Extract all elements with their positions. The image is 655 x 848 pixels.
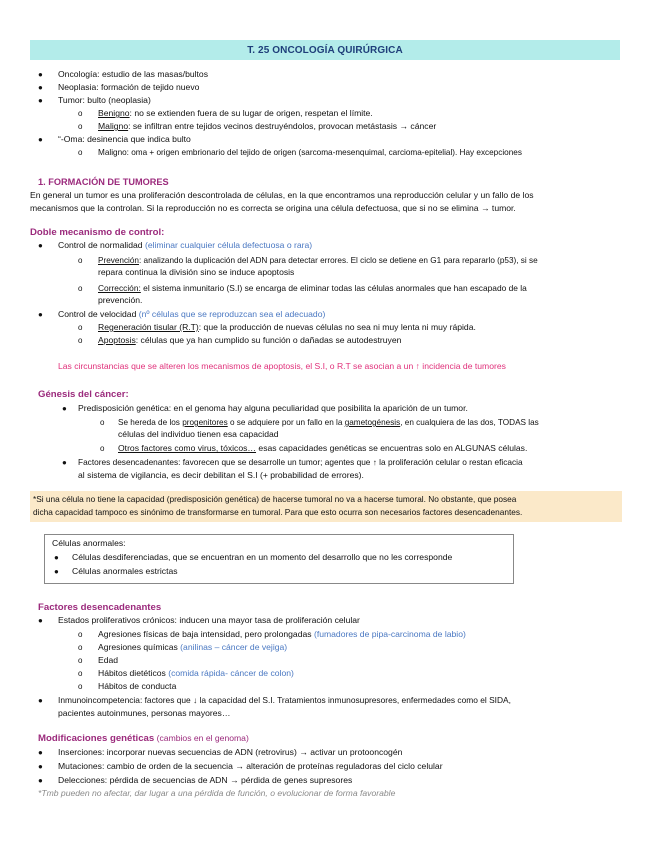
sub-bullet-icon: o [100, 418, 105, 427]
modificaciones-heading-note: (cambios en el genoma) [156, 733, 249, 743]
sub-bullet-icon: o [78, 256, 83, 265]
bullet-icon: ● [38, 310, 43, 319]
otros-text: esas capacidades genéticas se encuentras solo en ALGUNAS células. [256, 443, 528, 453]
hereda-a: Se hereda de los [118, 418, 183, 427]
otros-factores [118, 443, 527, 454]
hereda-progenitores: progenitores [182, 418, 228, 427]
bullet-icon: ● [38, 241, 43, 250]
intro-oncologia: Oncología: estudio de las masas/bultos [58, 69, 209, 79]
velocidad-label: Control de velocidad [58, 309, 137, 319]
prevencion [98, 255, 538, 266]
apoptosis [98, 335, 401, 346]
inmuno-line2: pacientes autoinmunes, personas mayores… [58, 708, 231, 718]
predisposicion: Predisposición genética: en el genoma hay alguna peculiaridad que posibilita la aparición de un tumor. [78, 403, 468, 413]
normalidad-label: Control de normalidad [58, 240, 143, 250]
section1-para-line2: mecanismos que la controlan. Si la reproducción no es correcta se origina una célula defectuosa, que si no se elimina → tumor. [30, 203, 516, 213]
bullet-icon: ● [38, 696, 43, 705]
sub-bullet-icon: o [78, 643, 83, 652]
bullet-icon: ● [54, 553, 59, 562]
regeneracion-label: Regeneración tisular (R.T) [98, 322, 199, 332]
agresiones-fisicas [98, 629, 466, 640]
agresiones-fisicas-note: (fumadores de pipa-carcinoma de labio) [313, 629, 466, 639]
control-normalidad [58, 240, 312, 251]
intro-oma-maligno: Maligno: oma + origen embrionario del tejido de origen (sarcoma-mesenquimal, carcioma-epitelial). Hay excepciones [98, 148, 522, 157]
sub-bullet-icon: o [78, 109, 83, 118]
intro-maligno [98, 121, 436, 132]
factores-line2: al sistema de vigilancia, es decir debilitan el S.I (+ probabilidad de errores). [78, 470, 364, 480]
box-item1: Células desdiferenciadas, que se encuentran en un momento del desarrollo que no les corresponde [72, 552, 453, 562]
sub-bullet-icon: o [78, 122, 83, 131]
hereda [118, 417, 539, 428]
intro-benigno [98, 108, 373, 119]
box-title: Células anormales: [52, 538, 126, 548]
hereda-gametogenesis: gametogénesis [344, 418, 401, 427]
habitos-dieteticos [98, 668, 294, 679]
hereda-b: o se adquiere por un fallo en la [227, 418, 345, 427]
bullet-icon: ● [38, 616, 43, 625]
benigno-label: Benigno [98, 108, 130, 118]
control-velocidad [58, 309, 325, 320]
note-line1: *Si una célula no tiene la capacidad (predisposición genética) de hacerse tumoral no va a hacerse tumoral. No obstante, que posea [33, 494, 517, 504]
apoptosis-text: : células que ya han cumplido su función o dañadas se autodestruyen [135, 335, 402, 345]
page-title [30, 40, 620, 60]
mutaciones: Mutaciones: cambio de orden de la secuencia → alteración de proteínas reguladoras del ciclo celular [58, 761, 443, 771]
hereda-c: , en cualquiera de las dos, TODAS las [400, 418, 539, 427]
sub-bullet-icon: o [78, 148, 83, 157]
regeneracion [98, 322, 476, 333]
sub-bullet-icon: o [78, 336, 83, 345]
bullet-icon: ● [38, 748, 43, 757]
otros-label: Otros factores como virus, tóxicos… [118, 443, 257, 453]
section1-para-line1: En general un tumor es una proliferación descontrolada de células, en la que encontramos una reproducción celular y un fallo de los [30, 190, 534, 200]
maligno-label: Maligno [98, 121, 129, 131]
sub-bullet-icon: o [78, 669, 83, 678]
maligno-text: : se infiltran entre tejidos vecinos destruyéndolos, provocan metástasis → cáncer [128, 121, 437, 131]
box-item2: Células anormales estrictas [72, 566, 178, 576]
prevencion-label: Prevención [98, 256, 139, 265]
factores-line1: Factores desencadenantes: favorecen que se desarrolle un tumor; agentes que ↑ la proliferación celular o restan eficacia [78, 457, 523, 467]
bullet-icon: ● [38, 70, 43, 79]
correccion-label: Corrección: [98, 283, 141, 293]
apoptosis-label: Apoptosis [98, 335, 136, 345]
estados: Estados proliferativos crónicos: inducen una mayor tasa de proliferación celular [58, 615, 360, 625]
section1-heading: 1. FORMACIÓN DE TUMORES [38, 177, 169, 187]
modificaciones-heading-text: Modificaciones genéticas [38, 733, 155, 744]
habitos-conducta: Hábitos de conducta [98, 681, 177, 691]
bullet-icon: ● [38, 135, 43, 144]
agresiones-quimicas-label: Agresiones químicas [98, 642, 178, 652]
modificaciones-heading [38, 733, 249, 744]
correccion-line1: el sistema inmunitario (S.I) se encarga de eliminar todas las células anormales que han escapado de la [140, 283, 527, 293]
bullet-icon: ● [62, 458, 67, 467]
habitos-dieteticos-label: Hábitos dietéticos [98, 668, 166, 678]
agresiones-quimicas [98, 642, 287, 653]
normalidad-note: (eliminar cualquier célula defectuosa o rara) [144, 240, 313, 250]
sub-bullet-icon: o [78, 284, 83, 293]
velocidad-note: (nº células que se reproduzcan sea el adecuado) [138, 309, 326, 319]
prevencion-line1: : analizando la duplicación del ADN para detectar errores. El ciclo se detiene en G1 para repararlo (p53), si se [138, 256, 538, 265]
habitos-dieteticos-note: (comida rápida- cáncer de colon) [168, 668, 294, 678]
agresiones-quimicas-note: (anilinas – cáncer de vejiga) [180, 642, 288, 652]
sub-bullet-icon: o [78, 656, 83, 665]
bullet-icon: ● [38, 96, 43, 105]
intro-neoplasia: Neoplasia: formación de tejido nuevo [58, 82, 200, 92]
doble-heading: Doble mecanismo de control: [30, 227, 165, 238]
inmuno-line1: Inmunoincompetencia: factores que ↓ la capacidad del S.I. Tratamientos inmunosupresores, enfermedades como el SIDA, [58, 695, 511, 705]
agresiones-fisicas-label: Agresiones físicas de baja intensidad, pero prolongadas [98, 629, 312, 639]
modificaciones-footnote: *Tmb pueden no afectar, dar lugar a una pérdida de función, o evolucionar de forma favorable [38, 788, 396, 798]
bullet-icon: ● [62, 404, 67, 413]
factores-heading: Factores desencadenantes [38, 602, 162, 613]
correccion-line2: prevención. [98, 295, 143, 305]
regeneracion-text: : que la producción de nuevas células no sea ni muy lenta ni muy rápida. [198, 322, 476, 332]
sub-bullet-icon: o [100, 444, 105, 453]
correccion [98, 283, 527, 294]
bullet-icon: ● [38, 83, 43, 92]
hereda-line2: células del individuo tienen esa capacidad [118, 429, 279, 439]
intro-oma: “-Oma: desinencia que indica bulto [58, 134, 191, 144]
genesis-heading: Génesis del cáncer: [38, 389, 129, 400]
bullet-icon: ● [38, 776, 43, 785]
sub-bullet-icon: o [78, 323, 83, 332]
note-line2: dicha capacidad tampoco es sinónimo de transformarse en tumoral. Para que esto ocurra son necesarios factores desencadenantes. [33, 507, 523, 517]
circunstancias-note: Las circunstancias que se alteren los mecanismos de apoptosis, el S.I, o R.T se asocian a un ↑ incidencia de tumores [58, 361, 506, 371]
prevencion-line2: repara continua la división sino se induce apoptosis [98, 267, 295, 277]
bullet-icon: ● [38, 762, 43, 771]
page-title-text: T. 25 ONCOLOGÍA QUIRÚRGICA [247, 44, 403, 56]
inserciones: Inserciones: incorporar nuevas secuencias de ADN (retrovirus) → activar un protooncogén [58, 747, 403, 757]
edad: Edad [98, 655, 119, 665]
bullet-icon: ● [54, 567, 59, 576]
delecciones: Delecciones: pérdida de secuencias de ADN → pérdida de genes supresores [58, 775, 353, 785]
intro-tumor: Tumor: bulto (neoplasia) [58, 95, 151, 105]
sub-bullet-icon: o [78, 630, 83, 639]
benigno-text: : no se extienden fuera de su lugar de origen, respetan el límite. [129, 108, 373, 118]
sub-bullet-icon: o [78, 682, 83, 691]
